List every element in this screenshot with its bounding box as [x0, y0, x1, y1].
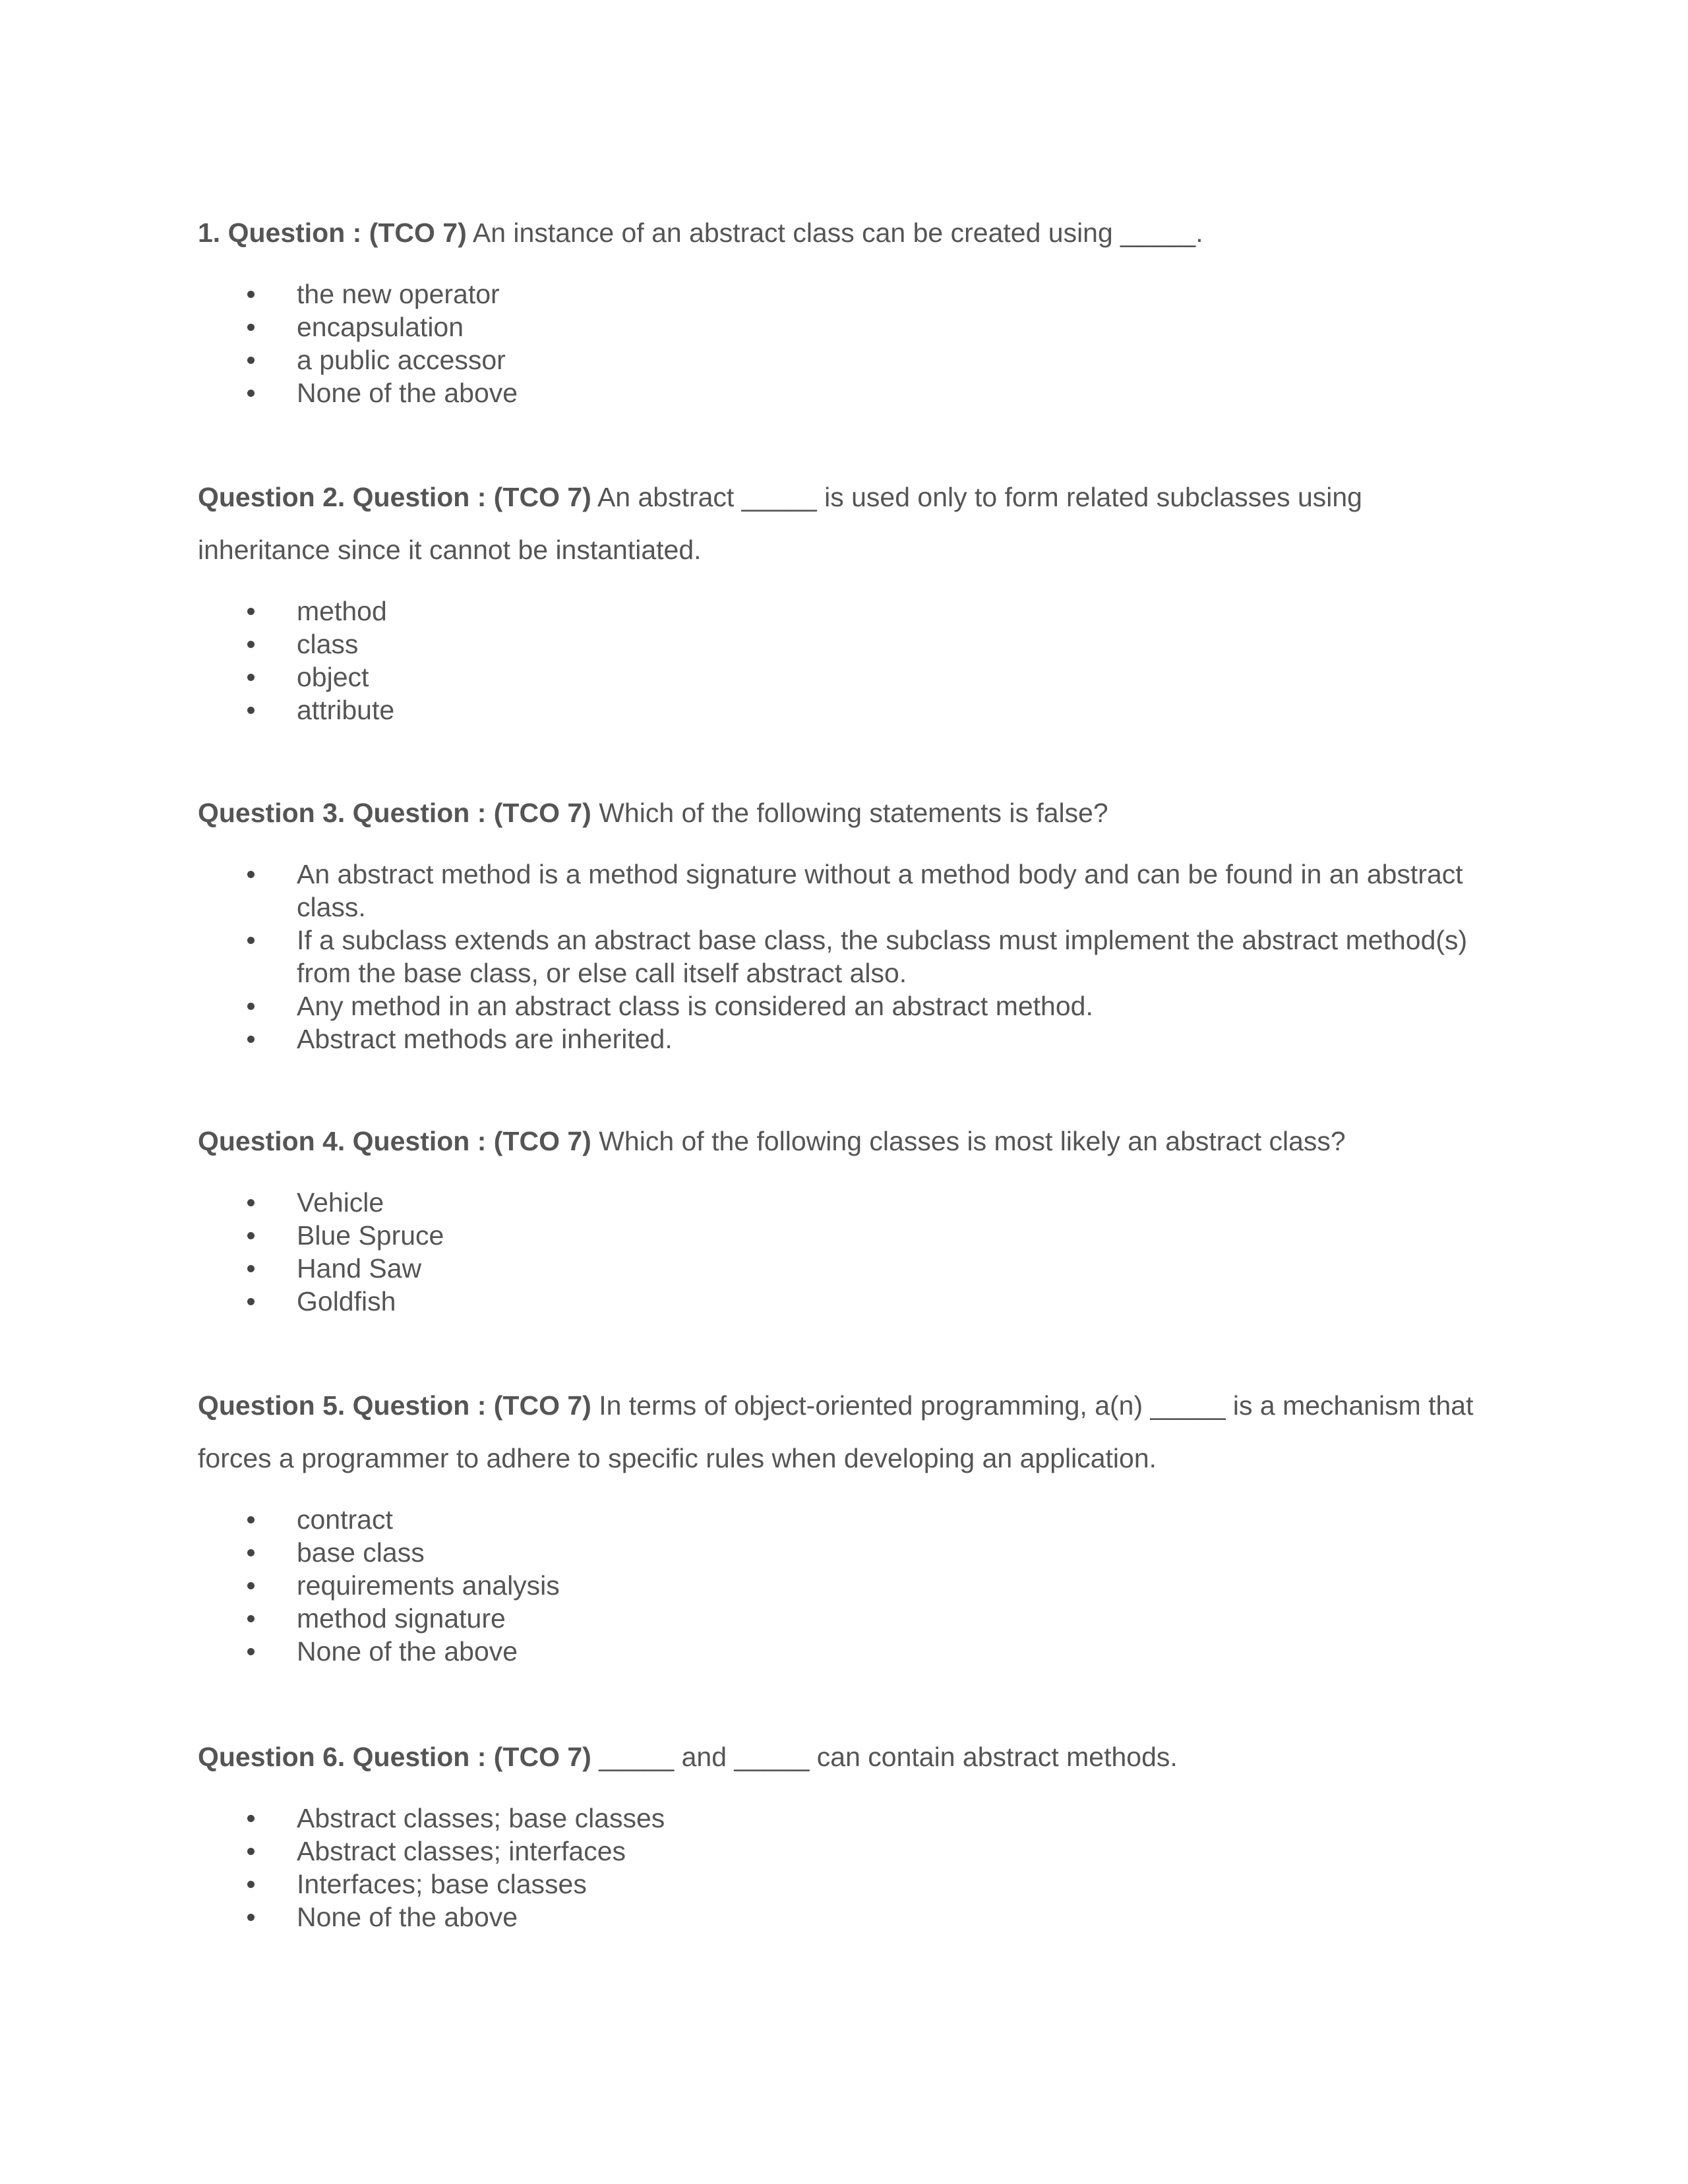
- bullet-icon: [247, 641, 255, 648]
- question-6-options: [198, 1802, 1490, 1933]
- question-2: [198, 471, 1490, 726]
- bullet-icon: [247, 1615, 255, 1622]
- option-text: base class: [297, 1537, 425, 1568]
- question-2-options: [198, 595, 1490, 726]
- option-text: None of the above: [297, 378, 518, 408]
- option: [198, 1901, 1490, 1933]
- question-6-label: Question 6. Question : (TCO 7): [198, 1742, 591, 1772]
- option-text: encapsulation: [297, 312, 464, 342]
- option: [198, 858, 1490, 924]
- question-2-label: Question 2. Question : (TCO 7): [198, 482, 591, 512]
- option-text: Abstract classes; base classes: [297, 1803, 665, 1833]
- option: [198, 1252, 1490, 1285]
- option: [198, 310, 1490, 343]
- question-4-label: Question 4. Question : (TCO 7): [198, 1126, 591, 1156]
- bullet-icon: [247, 1003, 255, 1010]
- option: [198, 1186, 1490, 1219]
- question-1-label: 1. Question : (TCO 7): [198, 218, 467, 248]
- option-text: Goldfish: [297, 1286, 396, 1316]
- bullet-icon: [247, 1036, 255, 1043]
- option: [198, 1835, 1490, 1868]
- option: [198, 1602, 1490, 1635]
- option-text: a public accessor: [297, 345, 506, 375]
- bullet-icon: [247, 1881, 255, 1888]
- bullet-icon: [247, 1232, 255, 1239]
- bullet-icon: [247, 1914, 255, 1921]
- option-text: Hand Saw: [297, 1253, 422, 1284]
- question-5-label: Question 5. Question : (TCO 7): [198, 1390, 591, 1421]
- question-1-options: [198, 278, 1490, 409]
- bullet-icon: [247, 674, 255, 681]
- option-text: Any method in an abstract class is considered an abstract method.: [297, 991, 1093, 1021]
- bullet-icon: [247, 1516, 255, 1523]
- option: [198, 924, 1490, 989]
- question-1-text: An instance of an abstract class can be created using _____.: [466, 218, 1203, 248]
- bullet-icon: [247, 871, 255, 878]
- bullet-icon: [247, 1298, 255, 1305]
- option-text: None of the above: [297, 1636, 518, 1667]
- option: [198, 278, 1490, 310]
- option: [198, 1285, 1490, 1318]
- question-6-text: _____ and _____ can contain abstract methods.: [591, 1742, 1178, 1772]
- question-5-title: [198, 1379, 1490, 1485]
- question-3: [198, 786, 1490, 1055]
- bullet-icon: [247, 1199, 255, 1206]
- option: [198, 1219, 1490, 1252]
- question-4-title: [198, 1115, 1490, 1167]
- bullet-icon: [247, 291, 255, 298]
- question-2-text: An abstract _____ is used only to form related subclasses using inheritance since it cannot be instantiated.: [198, 482, 1362, 565]
- question-4: [198, 1115, 1490, 1318]
- option-text: method signature: [297, 1603, 506, 1634]
- question-3-title: [198, 786, 1490, 839]
- option-text: requirements analysis: [297, 1570, 560, 1601]
- option: [198, 1802, 1490, 1835]
- option-text: object: [297, 662, 369, 692]
- bullet-icon: [247, 608, 255, 615]
- question-6: [198, 1730, 1490, 1933]
- option: [198, 1503, 1490, 1536]
- option: [198, 1022, 1490, 1055]
- option-text: attribute: [297, 695, 395, 725]
- option: [198, 1868, 1490, 1901]
- question-3-text: Which of the following statements is false?: [591, 798, 1108, 828]
- bullet-icon: [247, 324, 255, 331]
- question-4-text: Which of the following classes is most likely an abstract class?: [591, 1126, 1346, 1156]
- option-text: Blue Spruce: [297, 1220, 444, 1251]
- bullet-icon: [247, 707, 255, 714]
- bullet-icon: [247, 1648, 255, 1655]
- bullet-icon: [247, 357, 255, 364]
- bullet-icon: [247, 1848, 255, 1855]
- option: [198, 661, 1490, 694]
- bullet-icon: [247, 1265, 255, 1272]
- question-1-title: [198, 206, 1490, 259]
- option: [198, 628, 1490, 661]
- question-4-options: [198, 1186, 1490, 1318]
- option-text: An abstract method is a method signature without a method body and can be found in an abstract class.: [297, 859, 1463, 922]
- option: [198, 1536, 1490, 1569]
- option-text: Vehicle: [297, 1187, 384, 1218]
- option: [198, 989, 1490, 1022]
- option-text: contract: [297, 1504, 393, 1535]
- bullet-icon: [247, 390, 255, 397]
- option-text: Abstract methods are inherited.: [297, 1024, 673, 1054]
- option-text: Interfaces; base classes: [297, 1869, 587, 1899]
- option: [198, 595, 1490, 628]
- question-2-title: [198, 471, 1490, 576]
- option-text: Abstract classes; interfaces: [297, 1836, 626, 1866]
- question-5-text: In terms of object-oriented programming, a(n) _____ is a mechanism that forces a programmer to adhere to specific rules when developing an application.: [198, 1390, 1474, 1473]
- question-3-options: [198, 858, 1490, 1055]
- question-1: [198, 206, 1490, 409]
- bullet-icon: [247, 1815, 255, 1822]
- question-5: [198, 1379, 1490, 1668]
- option: [198, 694, 1490, 726]
- option-text: If a subclass extends an abstract base class, the subclass must implement the abstract method(s) from the base class, or else call itself abstract also.: [297, 925, 1468, 988]
- bullet-icon: [247, 937, 255, 944]
- option: [198, 1569, 1490, 1602]
- option: [198, 1635, 1490, 1668]
- bullet-icon: [247, 1549, 255, 1556]
- option: [198, 376, 1490, 409]
- option-text: the new operator: [297, 279, 500, 309]
- option-text: class: [297, 629, 359, 659]
- question-3-label: Question 3. Question : (TCO 7): [198, 798, 591, 828]
- bullet-icon: [247, 1582, 255, 1589]
- question-5-options: [198, 1503, 1490, 1668]
- option: [198, 343, 1490, 376]
- option-text: None of the above: [297, 1902, 518, 1932]
- question-6-title: [198, 1730, 1490, 1783]
- option-text: method: [297, 596, 387, 626]
